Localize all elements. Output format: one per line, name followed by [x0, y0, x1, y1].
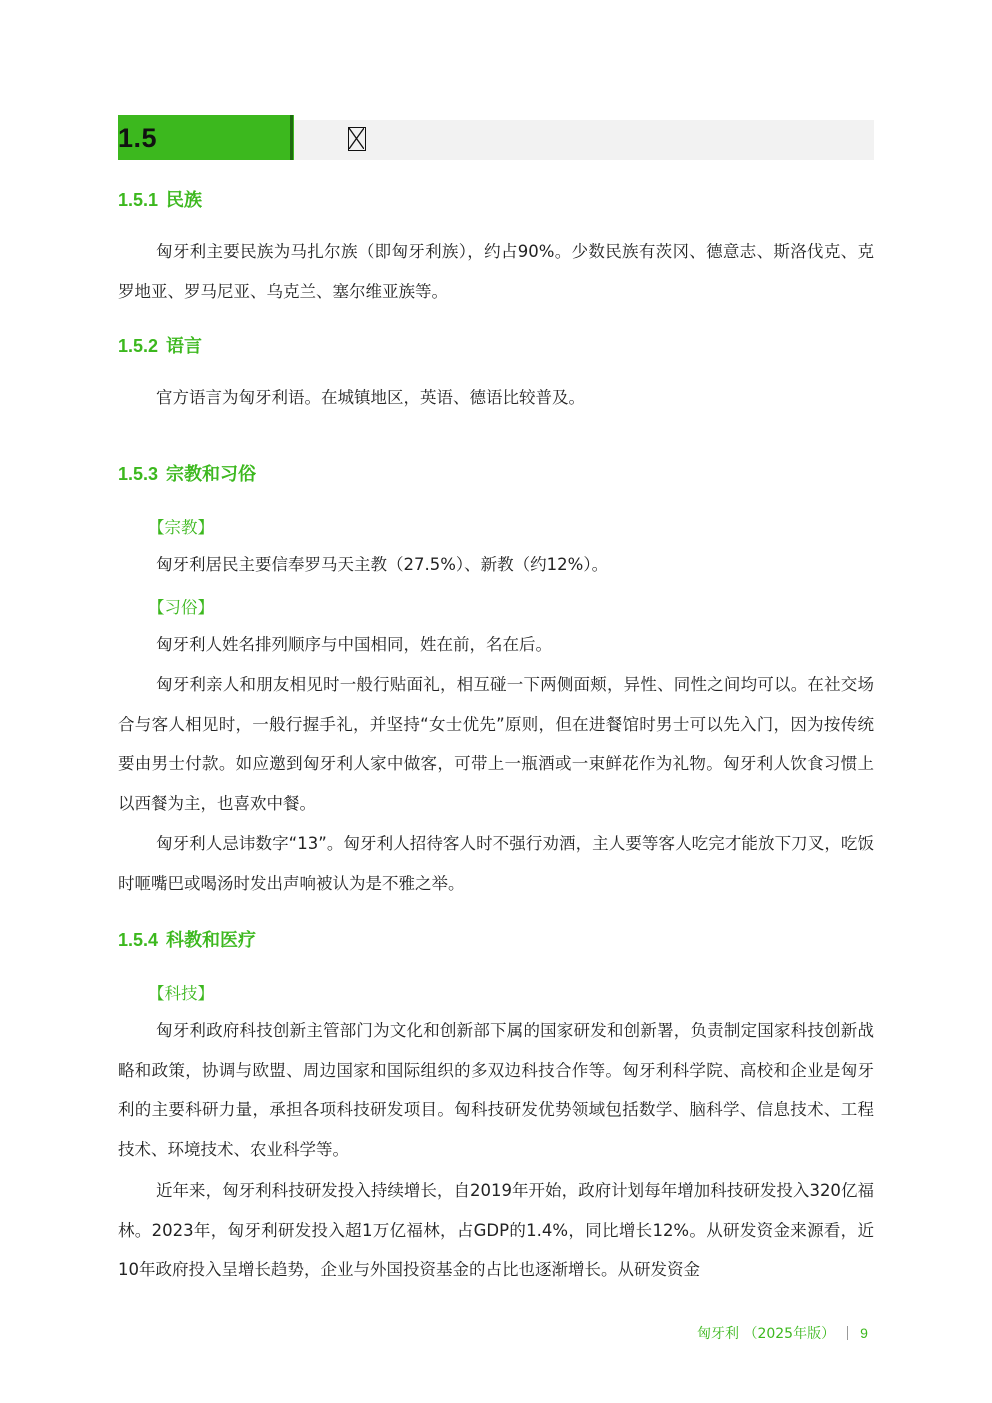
subsection-title: 语言: [166, 336, 203, 357]
section-number: 1.5: [118, 123, 158, 153]
missing-glyph-icon: [348, 127, 366, 151]
paragraph-tech-investment: 近年来，匈牙利科技研发投入持续增长，自2019年开始，政府计划每年增加科技研发投入320亿福林。2023年，匈牙利研发投入超1万亿福林，占GDP的1.4%，同比增长12%。从研发资金来源看，近10年政府投入呈增长趋势，企业与外国投资基金的占比也逐渐增长。从研发资金: [118, 1181, 874, 1279]
paragraph-custom-taboo: 匈牙利人忌讳数字“13”。匈牙利人招待客人时不强行劝酒，主人要等客人吃完才能放下刀叉，吃饭时咂嘴巴或喝汤时发出声响被认为是不雅之举。: [118, 834, 874, 893]
section-header: [118, 115, 874, 160]
tag-religion: 【宗教】: [148, 518, 214, 537]
tag-technology: 【科技】: [148, 984, 214, 1003]
subsection-title: 宗教和习俗: [166, 464, 257, 485]
subsection-number: 1.5.4: [118, 930, 159, 950]
paragraph-tech-organization: 匈牙利政府科技创新主管部门为文化和创新部下属的国家研发和创新署，负责制定国家科技创新战略和政策，协调与欧盟、周边国家和国际组织的多双边科技合作等。匈牙利科学院、高校和企业是匈牙利的主要科研力量，承担各项科技研发项目。匈科技研发优势领域包括数学、脑科学、信息技术、工程技术、环境技术、农业科学等。: [118, 1021, 874, 1159]
footer-separator: [847, 1326, 848, 1340]
subsection-heading-language: [118, 332, 202, 358]
subsection-title: 民族: [166, 190, 203, 211]
paragraph-religion: 匈牙利居民主要信奉罗马天主教（27.5%）、新教（约12%）。: [156, 555, 609, 574]
paragraph-custom-names: 匈牙利人姓名排列顺序与中国相同，姓在前，名在后。: [156, 635, 552, 654]
subsection-number: 1.5.2: [118, 336, 159, 356]
paragraph-ethnicity: 匈牙利主要民族为马扎尔族（即匈牙利族），约占90%。少数民族有茨冈、德意志、斯洛伐克、克罗地亚、罗马尼亚、乌克兰、塞尔维亚族等。: [118, 242, 874, 301]
paragraph-language: 官方语言为匈牙利语。在城镇地区，英语、德语比较普及。: [156, 388, 585, 407]
page-number: 9: [860, 1325, 868, 1341]
paragraph-custom-greeting: 匈牙利亲人和朋友相见时一般行贴面礼，相互碰一下两侧面颊，异性、同性之间均可以。在社交场合与客人相见时，一般行握手礼，并坚持“女士优先”原则，但在进餐馆时男士可以先入门，因为按传统要由男士付款。如应邀到匈牙利人家中做客，可带上一瓶酒或一束鲜花作为礼物。匈牙利人饮食习惯上以西餐为主，也喜欢中餐。: [118, 675, 874, 813]
subsection-title: 科教和医疗: [166, 930, 257, 951]
subsection-heading-science-medical: [118, 926, 256, 952]
subsection-heading-religion-customs: [118, 460, 256, 486]
tag-customs: 【习俗】: [148, 598, 214, 617]
subsection-number: 1.5.1: [118, 190, 159, 210]
page-footer: [697, 1323, 868, 1343]
section-number-divider: [290, 115, 293, 160]
subsection-heading-ethnicity: [118, 186, 202, 212]
footer-title: 匈牙利 （2025年版）: [697, 1326, 836, 1342]
subsection-number: 1.5.3: [118, 464, 159, 484]
